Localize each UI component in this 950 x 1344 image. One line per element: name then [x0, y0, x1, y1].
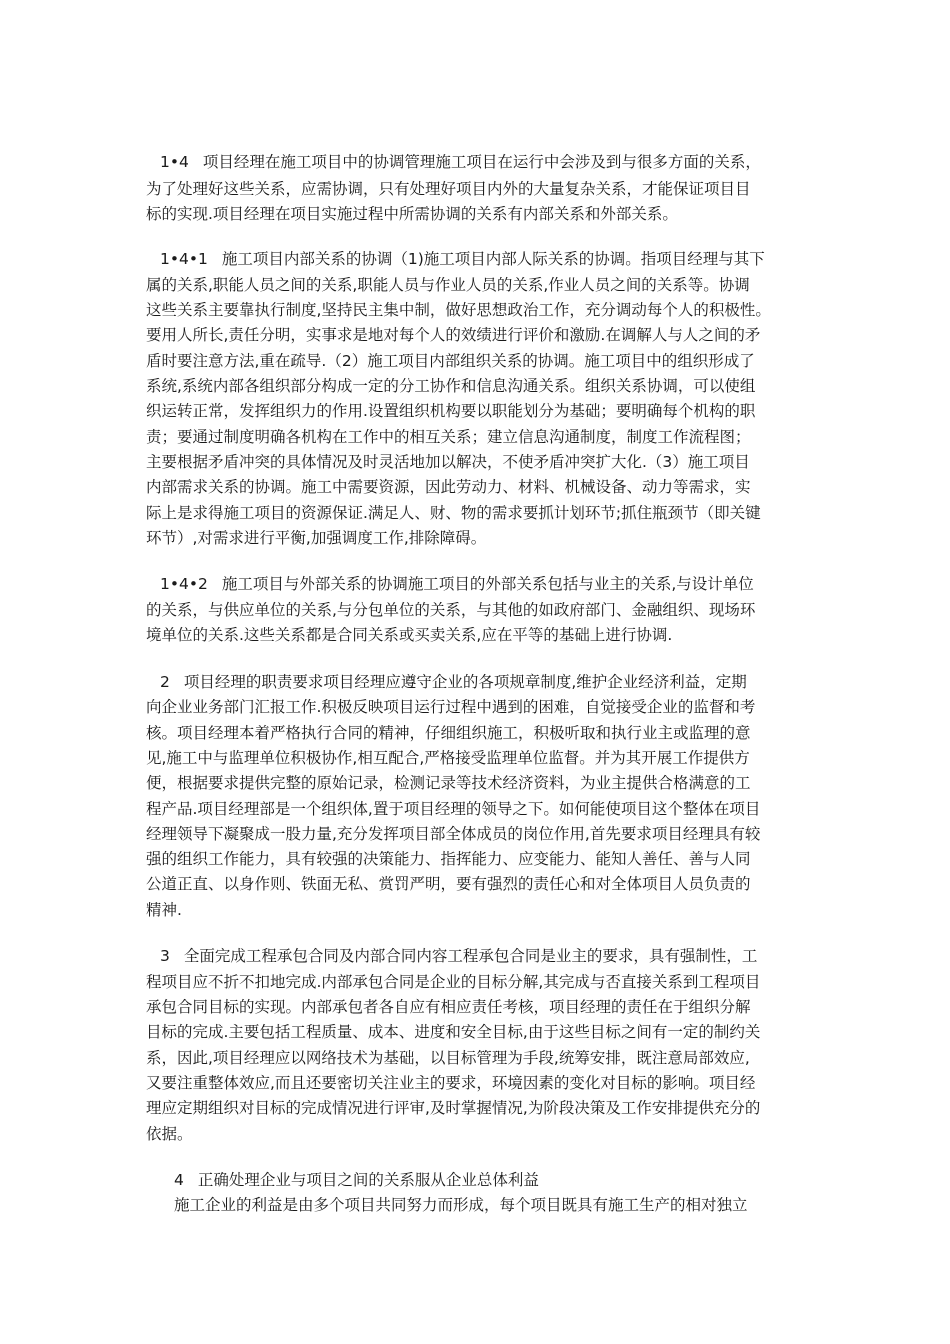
paragraph-1-line-1: 1•4 项目经理在施工项目中的协调管理施工项目在运行中会涉及到与很多方面的关系，	[160, 153, 761, 171]
section-number: 1•4	[160, 153, 189, 171]
paragraph-4-line-3: 核。项目经理本着严格执行合同的精神，仔细组织施工，积极听取和执行业主或监理的意	[146, 724, 751, 742]
paragraph-2-line-6: 系统,系统内部各组织部分构成一定的分工协作和信息沟通关系。组织关系协调，可以使组	[146, 377, 756, 395]
section-number: 1•4•1	[160, 250, 208, 268]
paragraph-2-line-10: 内部需求关系的协调。施工中需要资源，因此劳动力、材料、机械设备、动力等需求，实	[146, 478, 751, 496]
paragraph-2-line-1: 1•4•1 施工项目内部关系的协调（1)施工项目内部人际关系的协调。指项目经理与其下	[160, 250, 765, 268]
paragraph-1-line-3: 标的实现.项目经理在项目实施过程中所需协调的关系有内部关系和外部关系。	[146, 205, 678, 223]
paragraph-2-line-2: 属的关系,职能人员之间的关系,职能人员与作业人员的关系,作业人员之间的关系等。协调	[146, 276, 750, 294]
paragraph-2-line-9: 主要根据矛盾冲突的具体情况及时灵活地加以解决，不使矛盾冲突扩大化.（3）施工项目	[146, 453, 750, 471]
paragraph-5-line-7: 理应定期组织对目标的完成情况进行评审,及时掌握情况,为阶段决策及工作安排提供充分的	[146, 1099, 761, 1117]
paragraph-6-line-1: 4 正确处理企业与项目之间的关系服从企业总体利益	[174, 1171, 539, 1189]
paragraph-4-line-10: 精神.	[146, 901, 182, 919]
paragraph-2-line-12: 环节）,对需求进行平衡,加强调度工作,排除障碍。	[146, 529, 487, 547]
section-number: 1•4•2	[160, 575, 208, 593]
section-number: 2	[160, 673, 170, 691]
paragraph-4-line-7: 经理领导下凝聚成一股力量,充分发挥项目部全体成员的岗位作用,首先要求项目经理具有较	[146, 825, 761, 843]
paragraph-2-line-11: 际上是求得施工项目的资源保证.满足人、财、物的需求要抓计划环节;抓住瓶颈节（即关键	[146, 504, 761, 522]
paragraph-1-line-2: 为了处理好这些关系，应需协调，只有处理好项目内外的大量复杂关系，才能保证项目目	[146, 180, 751, 198]
paragraph-4-line-4: 见,施工中与监理单位积极协作,相互配合,严格接受监理单位监督。并为其开展工作提供方	[146, 749, 750, 767]
paragraph-6-line-2: 施工企业的利益是由多个项目共同努力而形成，每个项目既具有施工生产的相对独立	[174, 1196, 748, 1214]
paragraph-2-line-4: 要用人所长,责任分明，实事求是地对每个人的效绩进行评价和激励.在调解人与人之间的矛	[146, 326, 761, 344]
section-number: 4	[174, 1171, 184, 1189]
paragraph-4-line-2: 向企业业务部门汇报工作.积极反映项目运行过程中遇到的困难，自觉接受企业的监督和考	[146, 698, 756, 716]
paragraph-5-line-8: 依据。	[146, 1125, 193, 1143]
paragraph-3-line-3: 境单位的关系.这些关系都是合同关系或买卖关系,应在平等的基础上进行协调.	[146, 626, 673, 644]
paragraph-4-line-8: 强的组织工作能力，具有较强的决策能力、指挥能力、应变能力、能知人善任、善与人同	[146, 850, 751, 868]
paragraph-2-line-5: 盾时要注意方法,重在疏导.（2）施工项目内部组织关系的协调。施工项目中的组织形成了	[146, 352, 755, 370]
paragraph-5-line-3: 承包合同目标的实现。内部承包者各自应有相应责任考核，项目经理的责任在于组织分解	[146, 998, 751, 1016]
paragraph-2-line-3: 这些关系主要靠执行制度,坚持民主集中制，做好思想政治工作，充分调动每个人的积极性。	[146, 301, 771, 319]
paragraph-5-line-5: 系，因此,项目经理应以网络技术为基础，以目标管理为手段,统筹安排，既注意局部效应,	[146, 1049, 750, 1067]
paragraph-5-line-1: 3 全面完成工程承包合同及内部合同内容工程承包合同是业主的要求，具有强制性，工	[160, 947, 758, 965]
paragraph-5-line-6: 又要注重整体效应,而且还要密切关注业主的要求，环境因素的变化对目标的影响。项目经	[146, 1074, 756, 1092]
paragraph-2-line-7: 织运转正常，发挥组织力的作用.设置组织机构要以职能划分为基础；要明确每个机构的职	[146, 402, 756, 420]
paragraph-4-line-9: 公道正直、以身作则、铁面无私、赏罚严明，要有强烈的责任心和对全体项目人员负责的	[146, 875, 751, 893]
paragraph-3-line-2: 的关系，与供应单位的关系,与分包单位的关系，与其他的如政府部门、金融组织、现场环	[146, 601, 756, 619]
paragraph-5-line-2: 程项目应不折不扣地完成.内部承包合同是企业的目标分解,其完成与否直接关系到工程项目	[146, 973, 761, 991]
paragraph-5-line-4: 目标的完成.主要包括工程质量、成本、进度和安全目标,由于这些目标之间有一定的制约关	[146, 1023, 761, 1041]
section-number: 3	[160, 947, 170, 965]
paragraph-3-line-1: 1•4•2 施工项目与外部关系的协调施工项目的外部关系包括与业主的关系,与设计单位	[160, 575, 754, 593]
paragraph-4-line-6: 程产品.项目经理部是一个组织体,置于项目经理的领导之下。如何能使项目这个整体在项目	[146, 800, 761, 818]
paragraph-4-line-1: 2 项目经理的职责要求项目经理应遵守企业的各项规章制度,维护企业经济利益，定期	[160, 673, 747, 691]
paragraph-2-line-8: 责；要通过制度明确各机构在工作中的相互关系；建立信息沟通制度，制度工作流程图；	[146, 428, 751, 446]
paragraph-4-line-5: 便，根据要求提供完整的原始记录，检测记录等技术经济资料，为业主提供合格满意的工	[146, 774, 751, 792]
